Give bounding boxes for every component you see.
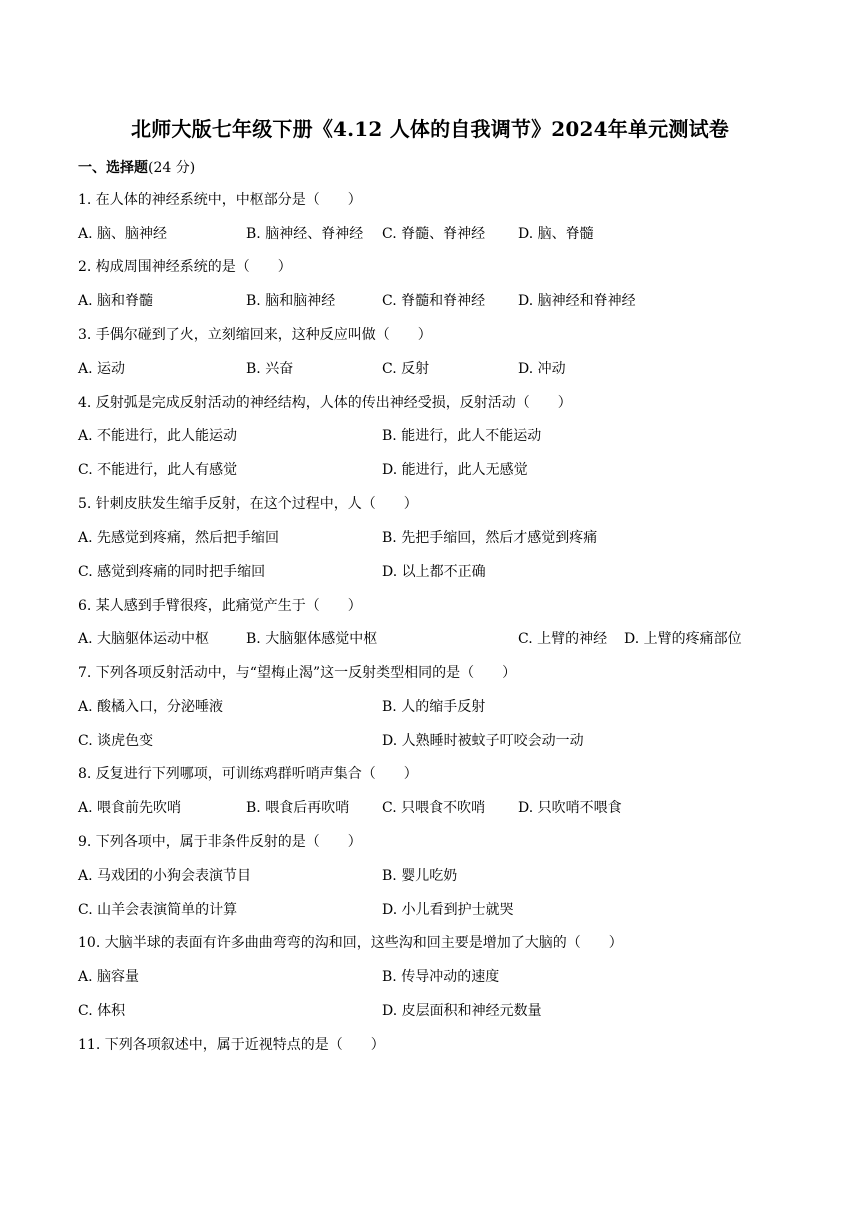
option-a: A. 马戏团的小狗会表演节目 [78, 868, 252, 884]
option-d: D. 能进行，此人无感觉 [382, 462, 528, 478]
option-b: B. 脑和脑神经 [246, 293, 336, 309]
option-a: A. 喂食前先吹哨 [78, 800, 182, 816]
section-heading [78, 157, 195, 177]
option-a: A. 脑和脊髓 [78, 293, 154, 309]
option-c: C. 脊髓、脊神经 [382, 226, 486, 242]
question-stem: 7. 下列各项反射活动中，与“望梅止渴”这一反射类型相同的是（ ） [78, 665, 517, 681]
option-c: C. 反射 [382, 361, 430, 377]
question-stem: 4. 反射弧是完成反射活动的神经结构，人体的传出神经受损，反射活动（ ） [78, 395, 572, 411]
option-b: B. 大脑躯体感觉中枢 [246, 631, 378, 647]
option-c: C. 上臂的神经 [518, 631, 608, 647]
question-stem: 6. 某人感到手臂很疼，此痛觉产生于（ ） [78, 598, 362, 614]
option-c: C. 不能进行，此人有感觉 [78, 462, 238, 478]
option-c: C. 只喂食不吹哨 [382, 800, 486, 816]
option-d: D. 脑神经和脊神经 [518, 293, 636, 309]
option-a: A. 大脑躯体运动中枢 [78, 631, 210, 647]
section-score: (24 分) [148, 160, 196, 176]
option-c: C. 体积 [78, 1003, 126, 1019]
option-b: B. 脑神经、脊神经 [246, 226, 364, 242]
option-b: B. 兴奋 [246, 361, 294, 377]
option-a: A. 不能进行，此人能运动 [78, 428, 238, 444]
option-c: C. 脊髓和脊神经 [382, 293, 486, 309]
option-d: D. 只吹哨不喂食 [518, 800, 622, 816]
option-d: D. 小儿看到护士就哭 [382, 902, 514, 918]
option-b: B. 能进行，此人不能运动 [382, 428, 542, 444]
option-d: D. 人熟睡时被蚊子叮咬会动一动 [382, 733, 584, 749]
option-a: A. 酸橘入口，分泌唾液 [78, 699, 224, 715]
option-c: C. 谈虎色变 [78, 733, 154, 749]
page-title: 北师大版七年级下册《4.12 人体的自我调节》2024年单元测试卷 [131, 117, 729, 141]
option-d: D. 脑、脊髓 [518, 226, 594, 242]
option-b: B. 喂食后再吹哨 [246, 800, 350, 816]
option-d: D. 皮层面积和神经元数量 [382, 1003, 542, 1019]
question-stem: 10. 大脑半球的表面有许多曲曲弯弯的沟和回，这些沟和回主要是增加了大脑的（ ） [78, 935, 623, 951]
question-stem: 2. 构成周围神经系统的是（ ） [78, 259, 292, 275]
option-a: A. 运动 [78, 361, 126, 377]
option-a: A. 先感觉到疼痛，然后把手缩回 [78, 530, 280, 546]
option-c: C. 山羊会表演简单的计算 [78, 902, 238, 918]
option-a: A. 脑容量 [78, 969, 140, 985]
question-stem: 3. 手偶尔碰到了火，立刻缩回来，这种反应叫做（ ） [78, 327, 432, 343]
section-label: 一、选择题 [78, 160, 148, 176]
option-d: D. 以上都不正确 [382, 564, 486, 580]
option-d: D. 冲动 [518, 361, 566, 377]
option-b: B. 人的缩手反射 [382, 699, 486, 715]
option-b: B. 婴儿吃奶 [382, 868, 458, 884]
option-c: C. 感觉到疼痛的同时把手缩回 [78, 564, 266, 580]
option-d: D. 上臂的疼痛部位 [624, 631, 742, 647]
question-stem: 9. 下列各项中，属于非条件反射的是（ ） [78, 834, 362, 850]
question-stem: 5. 针刺皮肤发生缩手反射，在这个过程中，人（ ） [78, 496, 418, 512]
option-a: A. 脑、脑神经 [78, 226, 168, 242]
option-b: B. 传导冲动的速度 [382, 969, 500, 985]
question-stem: 1. 在人体的神经系统中，中枢部分是（ ） [78, 192, 362, 208]
question-stem: 11. 下列各项叙述中，属于近视特点的是（ ） [78, 1037, 385, 1053]
option-b: B. 先把手缩回，然后才感觉到疼痛 [382, 530, 598, 546]
question-stem: 8. 反复进行下列哪项，可训练鸡群听哨声集合（ ） [78, 766, 418, 782]
